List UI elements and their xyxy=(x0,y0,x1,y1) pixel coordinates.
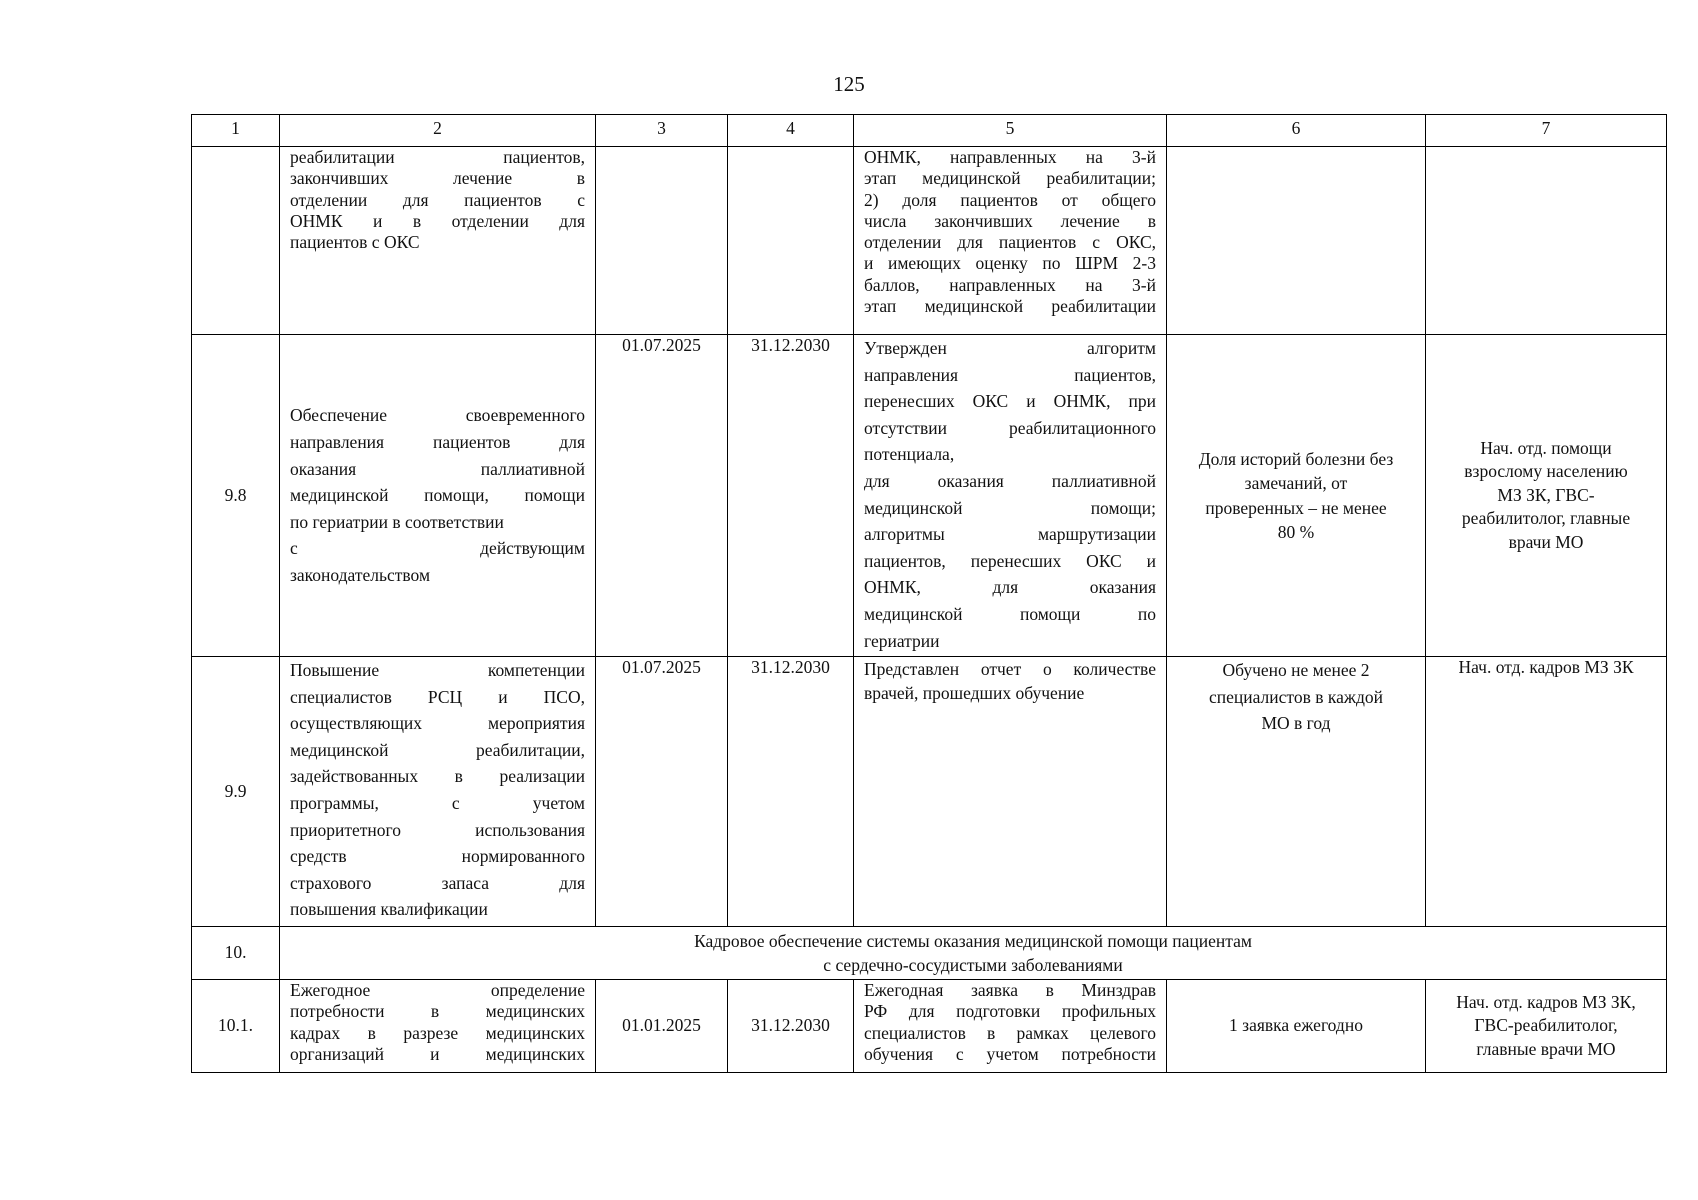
text-line: замечаний, от xyxy=(1244,473,1348,494)
text-line: этап медицинской реабилитации xyxy=(864,296,1156,317)
cell-result xyxy=(854,980,1167,1073)
cell-start-date: 01.07.2025 xyxy=(596,657,728,927)
text-line: медицинской помощи; xyxy=(864,497,1156,518)
text-line: Ежегодное определение xyxy=(290,980,585,1000)
text-line: потребности в медицинских xyxy=(290,1001,585,1022)
text-line: врачей, прошедших обучение xyxy=(864,683,1085,703)
cell-measure xyxy=(280,335,596,657)
text-line: для оказания паллиативной xyxy=(864,470,1156,491)
cell-responsible xyxy=(1426,980,1667,1073)
text-line: направления пациентов, xyxy=(864,364,1156,385)
cell-result xyxy=(854,335,1167,657)
text-line: пациентов, перенесших ОКС и xyxy=(864,550,1156,571)
cell-responsible xyxy=(1426,335,1667,657)
text-line: по гериатрии в соответствии xyxy=(290,511,504,532)
column-number-7: 7 xyxy=(1426,115,1667,147)
text-line: этап медицинской реабилитации; xyxy=(864,168,1156,189)
column-number-header-row xyxy=(192,115,1667,147)
cell-end-date: 31.12.2030 xyxy=(728,657,854,927)
column-number-6: 6 xyxy=(1167,115,1426,147)
text-line: оказания паллиативной xyxy=(290,458,585,479)
text-line: Представлен отчет о количестве xyxy=(864,659,1156,679)
text-line: специалистов в рамках целевого xyxy=(864,1022,1156,1043)
cell-number xyxy=(192,147,280,335)
text-line: с сердечно-сосудистыми заболеваниями xyxy=(823,955,1123,975)
cell-indicator xyxy=(1167,335,1426,657)
text-line: числа закончивших лечение в xyxy=(864,210,1156,231)
cell-end-date: 31.12.2030 xyxy=(728,335,854,657)
text-line: направления пациентов для xyxy=(290,432,585,453)
text-line: задействованных в реализации xyxy=(290,766,585,787)
cell-measure xyxy=(280,147,596,335)
text-line: кадрах в разрезе медицинских xyxy=(290,1022,585,1043)
cell-responsible xyxy=(1426,147,1667,335)
section-title xyxy=(280,927,1667,980)
text-line: проверенных – не менее xyxy=(1205,497,1387,518)
text-line: 1 заявка ежегодно xyxy=(1229,1015,1363,1036)
text-line: 2) доля пациентов от общего xyxy=(864,189,1156,210)
text-line: Кадровое обеспечение системы оказания медицинской помощи пациентам xyxy=(694,931,1252,951)
text-line: Повышение компетенции xyxy=(290,660,585,680)
text-line: ОНМК и в отделении для xyxy=(290,210,585,231)
text-line: Обеспечение своевременного xyxy=(290,405,585,426)
text-line: Ежегодная заявка в Минздрав xyxy=(864,980,1156,1000)
cell-measure xyxy=(280,657,596,927)
text-line: Доля историй болезни без xyxy=(1198,448,1394,469)
action-plan-table xyxy=(191,114,1667,1073)
text-line: и имеющих оценку по ШРМ 2-3 xyxy=(864,253,1156,274)
column-number-4: 4 xyxy=(728,115,854,147)
text-line: реабилитолог, главные xyxy=(1461,508,1631,529)
text-line: Нач. отд. кадров МЗ ЗК xyxy=(1458,657,1634,677)
text-line: МО в год xyxy=(1261,713,1331,734)
text-line: закончивших лечение в xyxy=(290,168,585,189)
cell-end-date: 31.12.2030 xyxy=(728,980,854,1073)
page-number: 125 xyxy=(833,72,865,96)
text-line: специалистов в каждой xyxy=(1209,686,1383,707)
cell-start-date xyxy=(596,147,728,335)
text-line: перенесших ОКС и ОНМК, при xyxy=(864,391,1156,412)
text-line: реабилитации пациентов, xyxy=(290,147,585,167)
column-number-5: 5 xyxy=(854,115,1167,147)
column-number-1: 1 xyxy=(192,115,280,147)
text-line: отсутствии реабилитационного xyxy=(864,417,1156,438)
text-line: врачи МО xyxy=(1508,531,1584,552)
cell-end-date xyxy=(728,147,854,335)
text-line: осуществляющих мероприятия xyxy=(290,713,585,734)
cell-result xyxy=(854,657,1167,927)
cell-responsible xyxy=(1426,657,1667,927)
text-line: отделении для пациентов с xyxy=(290,189,585,210)
text-line: главные врачи МО xyxy=(1476,1038,1616,1059)
cell-number: 9.9 xyxy=(192,657,280,927)
text-line: ОНМК, для оказания xyxy=(864,577,1156,598)
text-line: алгоритмы маршрутизации xyxy=(864,524,1156,545)
table-row-10-1 xyxy=(192,980,1667,1073)
text-line: программы, с учетом xyxy=(290,792,585,813)
text-line: средств нормированного xyxy=(290,846,585,867)
text-line: медицинской помощи, помощи xyxy=(290,485,585,506)
text-line: отделении для пациентов с ОКС, xyxy=(864,232,1156,253)
text-line: медицинской реабилитации, xyxy=(290,739,585,760)
text-line: потенциала, xyxy=(864,444,955,465)
text-line: 80 % xyxy=(1277,521,1315,542)
text-line: с действующим xyxy=(290,538,585,559)
cell-indicator xyxy=(1167,657,1426,927)
column-number-3: 3 xyxy=(596,115,728,147)
cell-measure xyxy=(280,980,596,1073)
text-line: специалистов РСЦ и ПСО, xyxy=(290,686,585,707)
text-line: законодательством xyxy=(290,564,431,585)
text-line: РФ для подготовки профильных xyxy=(864,1001,1156,1022)
text-line: ОНМК, направленных на 3-й xyxy=(864,147,1156,167)
column-number-2: 2 xyxy=(280,115,596,147)
table-row-9-8 xyxy=(192,335,1667,657)
text-line: Утвержден алгоритм xyxy=(864,338,1156,358)
cell-start-date: 01.01.2025 xyxy=(596,980,728,1073)
cell-indicator xyxy=(1167,147,1426,335)
cell-number: 10. xyxy=(192,927,280,980)
cell-indicator xyxy=(1167,980,1426,1073)
cell-start-date: 01.07.2025 xyxy=(596,335,728,657)
table-row-continuation xyxy=(192,147,1667,335)
text-line: взрослому населению xyxy=(1464,461,1628,482)
text-line: организаций и медицинских xyxy=(290,1043,585,1064)
text-line: ГВС-реабилитолог, xyxy=(1474,1015,1618,1036)
text-line: Обучено не менее 2 xyxy=(1222,660,1370,680)
cell-number: 9.8 xyxy=(192,335,280,657)
table-row-section-10 xyxy=(192,927,1667,980)
text-line: медицинской помощи по xyxy=(864,603,1156,624)
text-line: Нач. отд. помощи xyxy=(1480,437,1612,458)
text-line: страхового запаса для xyxy=(290,872,585,893)
text-line: обучения с учетом потребности xyxy=(864,1043,1156,1064)
cell-result xyxy=(854,147,1167,335)
text-line: Нач. отд. кадров МЗ ЗК, xyxy=(1456,991,1636,1012)
text-line: МЗ ЗК, ГВС- xyxy=(1497,484,1595,505)
text-line: гериатрии xyxy=(864,630,940,651)
text-line: баллов, направленных на 3-й xyxy=(864,274,1156,295)
table-row-9-9 xyxy=(192,657,1667,927)
text-line: пациентов с ОКС xyxy=(290,232,420,253)
text-line: повышения квалификации xyxy=(290,899,488,920)
text-line: приоритетного использования xyxy=(290,819,585,840)
cell-number: 10.1. xyxy=(192,980,280,1073)
